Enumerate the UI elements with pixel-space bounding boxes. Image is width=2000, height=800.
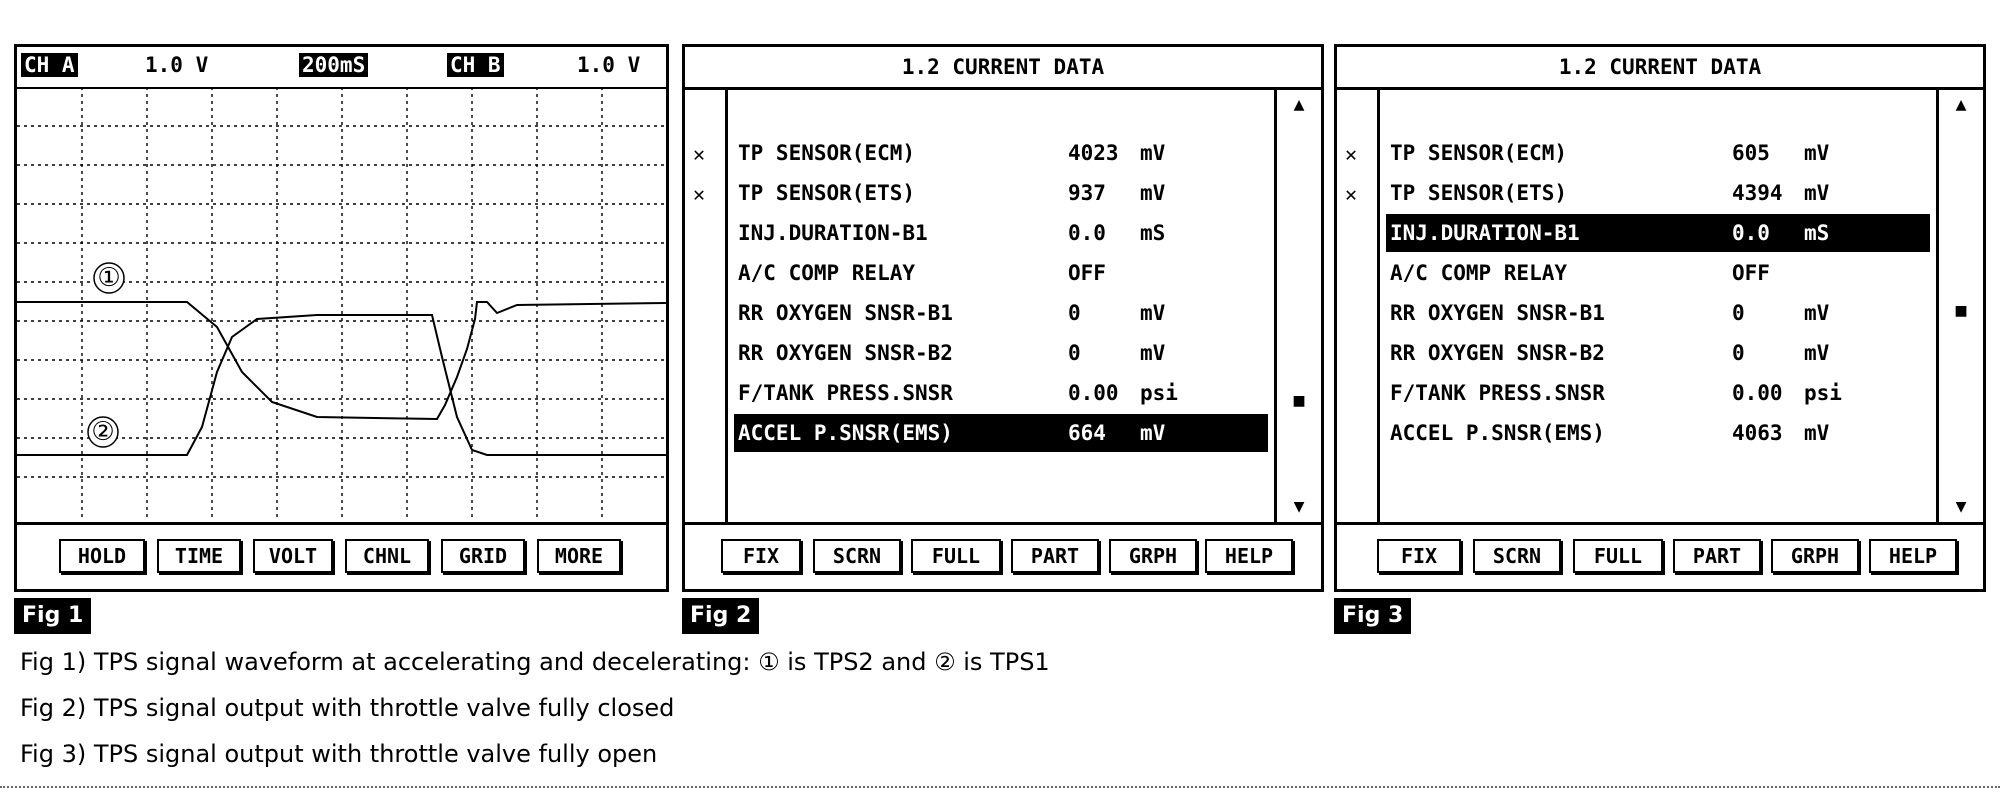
channel-b-label[interactable]: CH B bbox=[447, 53, 504, 77]
data-row-unit: mV bbox=[1804, 301, 1830, 325]
fig2-label: Fig 2 bbox=[682, 598, 759, 634]
more-button[interactable]: MORE bbox=[537, 539, 621, 573]
data-row[interactable] bbox=[734, 334, 1268, 372]
data-row-value: 0.0 bbox=[1068, 221, 1106, 245]
waveform-svg bbox=[17, 87, 666, 517]
help-button[interactable]: HELP bbox=[1869, 539, 1957, 573]
data-row-value: 4063 bbox=[1732, 421, 1783, 445]
data-row[interactable] bbox=[734, 174, 1268, 212]
bottom-rule bbox=[0, 786, 2000, 788]
data-row-name: A/C COMP RELAY bbox=[1390, 261, 1568, 285]
data-row-unit: mV bbox=[1804, 181, 1830, 205]
grid-button[interactable]: GRID bbox=[441, 539, 525, 573]
data-row[interactable] bbox=[1386, 374, 1930, 412]
part-button[interactable]: PART bbox=[1673, 539, 1761, 573]
data-row-value: 0.0 bbox=[1732, 221, 1770, 245]
time-base[interactable]: 200mS bbox=[299, 53, 368, 77]
data-row-name: RR OXYGEN SNSR-B1 bbox=[1390, 301, 1605, 325]
data-list bbox=[725, 90, 1277, 525]
data-row-name: ACCEL P.SNSR(EMS) bbox=[1390, 421, 1605, 445]
data-row-unit: mV bbox=[1140, 181, 1166, 205]
data-row-unit: mV bbox=[1804, 421, 1830, 445]
data-row-value: 0 bbox=[1732, 301, 1745, 325]
data-row-name: RR OXYGEN SNSR-B2 bbox=[738, 341, 953, 365]
data-row-name: F/TANK PRESS.SNSR bbox=[1390, 381, 1605, 405]
data-row-value: 0 bbox=[1068, 341, 1081, 365]
data-row-value: OFF bbox=[1732, 261, 1770, 285]
data-row-name: RR OXYGEN SNSR-B2 bbox=[1390, 341, 1605, 365]
data-row-unit: mV bbox=[1140, 421, 1166, 445]
full-button[interactable]: FULL bbox=[1573, 539, 1663, 573]
data-row[interactable] bbox=[734, 414, 1268, 452]
data-row[interactable] bbox=[734, 294, 1268, 332]
volt-button[interactable]: VOLT bbox=[253, 539, 333, 573]
data-row-name: RR OXYGEN SNSR-B1 bbox=[738, 301, 953, 325]
current-data-panel-open bbox=[1334, 44, 1986, 592]
fixed-mark-icon: ✕ bbox=[1345, 142, 1358, 166]
channel-a-label[interactable]: CH A bbox=[21, 53, 78, 77]
data-row[interactable] bbox=[734, 214, 1268, 252]
data-row[interactable] bbox=[1386, 214, 1930, 252]
data-row-unit: mV bbox=[1140, 141, 1166, 165]
channel-b-volts: 1.0 V bbox=[577, 53, 641, 77]
full-button[interactable]: FULL bbox=[911, 539, 1001, 573]
data-row-name: INJ.DURATION-B1 bbox=[738, 221, 928, 245]
caption-fig2: Fig 2) TPS signal output with throttle valve fully closed bbox=[20, 694, 675, 722]
current-data-panel-closed bbox=[682, 44, 1324, 592]
data-row-name: ACCEL P.SNSR(EMS) bbox=[738, 421, 953, 445]
data-row-unit: psi bbox=[1804, 381, 1842, 405]
data-row-value: 664 bbox=[1068, 421, 1106, 445]
data-row[interactable] bbox=[1386, 254, 1930, 292]
data-row-unit: mV bbox=[1140, 301, 1166, 325]
data-row-value: 0.00 bbox=[1068, 381, 1119, 405]
scrn-button[interactable]: SCRN bbox=[813, 539, 901, 573]
chnl-button[interactable]: CHNL bbox=[345, 539, 429, 573]
data-row-value: 0 bbox=[1732, 341, 1745, 365]
fix-button[interactable]: FIX bbox=[721, 539, 801, 573]
time-button[interactable]: TIME bbox=[157, 539, 241, 573]
data-row-name: TP SENSOR(ECM) bbox=[738, 141, 916, 165]
function-buttons bbox=[685, 522, 1321, 589]
data-row[interactable] bbox=[1386, 174, 1930, 212]
fixed-mark-icon: ✕ bbox=[693, 182, 706, 206]
data-row-unit: psi bbox=[1140, 381, 1178, 405]
scroll-down-icon[interactable]: ▼ bbox=[1293, 496, 1305, 517]
data-row-name: TP SENSOR(ECM) bbox=[1390, 141, 1568, 165]
caption-fig3: Fig 3) TPS signal output with throttle valve fully open bbox=[20, 740, 658, 768]
hold-button[interactable]: HOLD bbox=[59, 539, 145, 573]
function-buttons bbox=[1337, 522, 1983, 589]
data-row-name: TP SENSOR(ETS) bbox=[738, 181, 916, 205]
data-row-value: 4394 bbox=[1732, 181, 1783, 205]
data-row-value: 0 bbox=[1068, 301, 1081, 325]
help-button[interactable]: HELP bbox=[1205, 539, 1293, 573]
scroll-thumb[interactable]: ■ bbox=[1955, 300, 1967, 321]
marker-1: ① bbox=[97, 263, 121, 293]
channel-a-volts: 1.0 V bbox=[145, 53, 209, 77]
data-row-name: INJ.DURATION-B1 bbox=[1390, 221, 1580, 245]
data-row-name: A/C COMP RELAY bbox=[738, 261, 916, 285]
data-row[interactable] bbox=[1386, 134, 1930, 172]
oscilloscope-buttons bbox=[17, 522, 666, 589]
data-row[interactable] bbox=[734, 374, 1268, 412]
data-row-name: F/TANK PRESS.SNSR bbox=[738, 381, 953, 405]
oscilloscope-panel bbox=[14, 44, 669, 592]
data-row[interactable] bbox=[1386, 294, 1930, 332]
data-row-value: 0.00 bbox=[1732, 381, 1783, 405]
scroll-down-icon[interactable]: ▼ bbox=[1955, 496, 1967, 517]
scrollbar[interactable] bbox=[1939, 90, 1983, 525]
oscilloscope-header bbox=[17, 47, 666, 89]
marker-2: ② bbox=[91, 417, 115, 447]
data-row-unit: mV bbox=[1804, 141, 1830, 165]
fix-button[interactable]: FIX bbox=[1377, 539, 1461, 573]
scroll-up-icon[interactable]: ▲ bbox=[1955, 94, 1967, 115]
panel-title: 1.2 CURRENT DATA bbox=[1337, 47, 1983, 90]
scroll-thumb[interactable]: ■ bbox=[1293, 390, 1305, 411]
data-row[interactable] bbox=[1386, 334, 1930, 372]
data-row-unit: mS bbox=[1140, 221, 1166, 245]
fixed-mark-icon: ✕ bbox=[1345, 182, 1358, 206]
data-row-value: 4023 bbox=[1068, 141, 1119, 165]
data-row-value: 937 bbox=[1068, 181, 1106, 205]
panel-title: 1.2 CURRENT DATA bbox=[685, 47, 1321, 90]
data-row[interactable] bbox=[734, 254, 1268, 292]
data-row-unit: mV bbox=[1804, 341, 1830, 365]
data-row-name: TP SENSOR(ETS) bbox=[1390, 181, 1568, 205]
data-row[interactable] bbox=[734, 134, 1268, 172]
scrollbar[interactable] bbox=[1277, 90, 1321, 525]
data-row-unit: mV bbox=[1140, 341, 1166, 365]
caption-fig1: Fig 1) TPS signal waveform at accelerating and decelerating: ① is TPS2 and ② is TPS1 bbox=[20, 648, 1050, 676]
data-row[interactable] bbox=[1386, 414, 1930, 452]
data-list bbox=[1377, 90, 1939, 525]
scrn-button[interactable]: SCRN bbox=[1473, 539, 1561, 573]
grph-button[interactable]: GRPH bbox=[1109, 539, 1197, 573]
waveform-display bbox=[17, 87, 666, 517]
data-row-unit: mS bbox=[1804, 221, 1830, 245]
data-row-value: 605 bbox=[1732, 141, 1770, 165]
scroll-up-icon[interactable]: ▲ bbox=[1293, 94, 1305, 115]
grph-button[interactable]: GRPH bbox=[1771, 539, 1859, 573]
part-button[interactable]: PART bbox=[1011, 539, 1099, 573]
fig1-label: Fig 1 bbox=[14, 598, 91, 634]
fig3-label: Fig 3 bbox=[1334, 598, 1411, 634]
fixed-mark-icon: ✕ bbox=[693, 142, 706, 166]
data-row-value: OFF bbox=[1068, 261, 1106, 285]
